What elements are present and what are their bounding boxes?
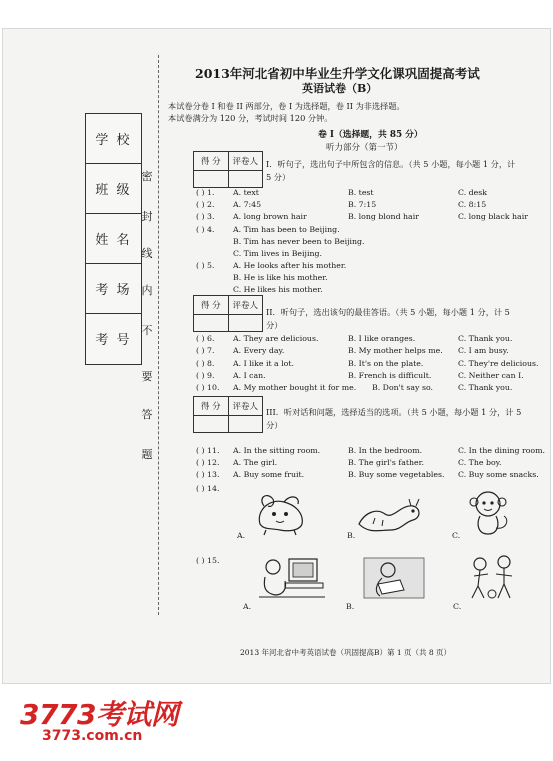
question-number: ( ) 3. [196, 212, 215, 221]
watermark-logo: 3773考试网 [20, 698, 179, 731]
info-name: 姓 名 [86, 214, 141, 264]
score-label: 得 分 [194, 152, 229, 187]
option-a: A. He looks after his mother. [233, 261, 347, 270]
question-number: ( ) 4. [196, 225, 215, 234]
option-c: C. long black hair [458, 212, 528, 221]
seal-char: 线 [141, 247, 153, 260]
question-number: ( ) 5. [196, 261, 215, 270]
option-a: A. I can. [233, 371, 266, 380]
score-label: 得 分 [194, 296, 229, 331]
option-b: B. My mother helps me. [348, 346, 443, 355]
part1-instruction-cont: 5 分） [266, 172, 291, 182]
option-b: B. Tim has never been to Beijing. [233, 237, 365, 246]
option-b: B. It's on the plate. [348, 359, 424, 368]
score-label: 得 分 [194, 397, 229, 432]
question-number: ( ) 7. [196, 346, 215, 355]
option-a-label: A. [237, 531, 246, 540]
option-c: C. The boy. [458, 458, 502, 467]
option-a: A. Tim has been to Beijing. [233, 225, 340, 234]
option-c: C. desk [458, 188, 487, 197]
option-b-label: B. [346, 602, 355, 611]
option-a: A. In the sitting room. [233, 446, 321, 455]
boy-computer-picture [255, 553, 329, 601]
part3-instruction: III．听对话和问题，选择适当的选项。（共 5 小题，每小题 1 分，计 5 [266, 407, 522, 417]
part2-instruction: II．听句子，选出该句的最佳答语。（共 5 小题，每小题 1 分，计 5 [266, 307, 510, 317]
monkey-picture [464, 488, 514, 540]
question-number: ( ) 6. [196, 334, 215, 343]
score-box-1 [193, 151, 263, 188]
kids-playing-picture [464, 552, 522, 604]
info-school: 学 校 [86, 114, 141, 164]
option-c: C. 8:15 [458, 200, 487, 209]
option-c: C. I am busy. [458, 346, 509, 355]
score-box-2 [193, 295, 263, 332]
option-c: C. Tim lives in Beijing. [233, 249, 322, 258]
score-box-3 [193, 396, 263, 433]
option-b: B. French is difficult. [348, 371, 432, 380]
part2-instruction-cont: 分） [266, 320, 283, 330]
question-number: ( ) 2. [196, 200, 215, 209]
info-class: 班 级 [86, 164, 141, 214]
grader-label: 评卷人 [232, 157, 258, 167]
option-b: B. The girl's father. [348, 458, 424, 467]
option-b: B. In the bedroom. [348, 446, 423, 455]
option-a: A. Every day. [233, 346, 285, 355]
option-a: A. long brown hair [233, 212, 307, 221]
page-footer: 2013 年河北省中考英语试卷（巩固提高B）第 1 页（共 8 页） [240, 648, 452, 657]
info-exam-number: 考 号 [95, 333, 132, 348]
seal-char: 密 [141, 170, 153, 183]
option-b: B. I like oranges. [348, 334, 416, 343]
question-number: ( ) 13. [196, 470, 220, 479]
option-a-label: A. [243, 602, 252, 611]
option-c-label: C. [453, 602, 462, 611]
question-number: ( ) 14. [196, 484, 220, 493]
info-exam-room: 考 场 [86, 264, 141, 314]
option-c: C. They're delicious. [458, 359, 539, 368]
option-b: B. Don't say so. [372, 383, 433, 392]
exam-title: 2013年河北省初中毕业生升学文化课巩固提高考试 [195, 66, 480, 81]
goat-picture [250, 490, 312, 536]
option-b-label: B. [347, 531, 356, 540]
part1-instruction: I．听句子，选出句子中所包含的信息。（共 5 小题，每小题 1 分，计 [266, 159, 516, 169]
option-c: C. Buy some snacks. [458, 470, 539, 479]
option-b: B. 7:15 [348, 200, 377, 209]
boy-reading-picture [360, 554, 428, 602]
question-number: ( ) 1. [196, 188, 215, 197]
question-number: ( ) 10. [196, 383, 220, 392]
section-title: 卷 I（选择题，共 85 分） [318, 130, 423, 140]
watermark-url: 3773.com.cn [42, 728, 143, 744]
option-b: B. test [348, 188, 374, 197]
question-number: ( ) 11. [196, 446, 220, 455]
question-number: ( ) 12. [196, 458, 220, 467]
option-b: B. He is like his mother. [233, 273, 328, 282]
question-number: ( ) 9. [196, 371, 215, 380]
grader-label: 评卷人 [232, 402, 258, 412]
option-a: A. I like it a lot. [233, 359, 294, 368]
student-info-box [85, 113, 142, 365]
seal-char: 不 [141, 324, 153, 337]
seal-char: 答 [141, 408, 153, 421]
option-b: B. long blond hair [348, 212, 419, 221]
exam-subtitle: 英语试卷（B） [302, 82, 378, 95]
option-c: C. Neither can I. [458, 371, 524, 380]
question-number: ( ) 15. [196, 556, 220, 565]
question-number: ( ) 8. [196, 359, 215, 368]
option-c: C. Thank you. [458, 383, 513, 392]
grader-label: 评卷人 [232, 301, 258, 311]
option-a: A. They are delicious. [233, 334, 319, 343]
option-a: A. 7:45 [233, 200, 262, 209]
seal-line [158, 55, 159, 615]
intro-line: 本试卷分卷 I 和卷 II 两部分，卷 I 为选择题，卷 II 为非选择题。 [168, 101, 405, 111]
option-a: A. My mother bought it for me. [233, 383, 357, 392]
seal-char: 封 [141, 210, 153, 223]
part3-instruction-cont: 分） [266, 420, 283, 430]
option-c-label: C. [452, 531, 461, 540]
seal-char: 题 [141, 448, 153, 461]
dragon-picture [355, 494, 425, 536]
option-c: C. He likes his mother. [233, 285, 323, 294]
option-a: A. text [233, 188, 259, 197]
option-a: A. The girl. [233, 458, 278, 467]
option-c: C. In the dining room. [458, 446, 545, 455]
intro-line: 本试卷满分为 120 分，考试时间 120 分钟。 [168, 113, 333, 123]
seal-char: 要 [141, 370, 153, 383]
option-a: A. Buy some fruit. [233, 470, 305, 479]
option-c: C. Thank you. [458, 334, 513, 343]
listening-title: 听力部分（第一节） [326, 143, 403, 153]
seal-char: 内 [141, 284, 153, 297]
option-b: B. Buy some vegetables. [348, 470, 445, 479]
